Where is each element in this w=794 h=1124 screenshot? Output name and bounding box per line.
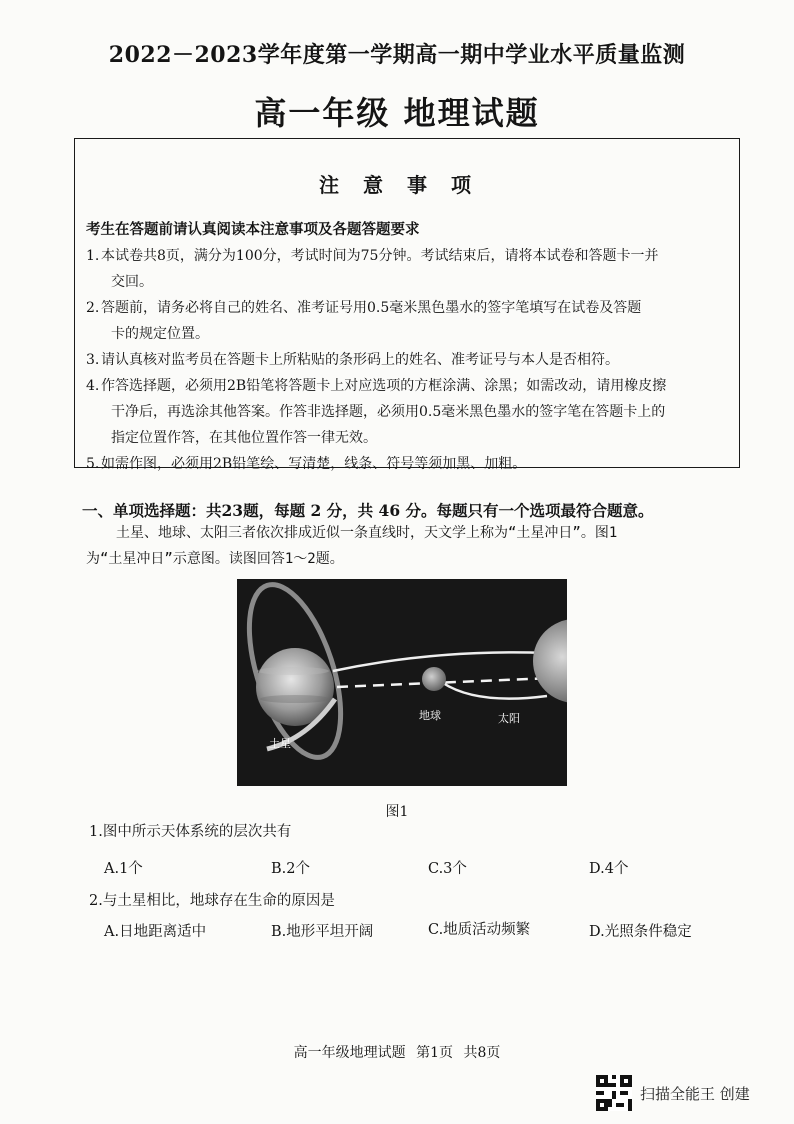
question-1-option-d: D.4个 <box>589 861 629 877</box>
question-stem-line: 土星、地球、太阳三者依次排成近似一条直线时，天文学上称为“土星冲日”。图1 <box>116 525 618 541</box>
notice-items <box>86 243 732 477</box>
notice-item-text: 作答选择题，必须用2B铅笔将答题卡上对应选项的方框涂满、涂黑；如需改动，请用橡皮擦 <box>101 378 667 394</box>
section-heading: 一、单项选择题：共23题，每题 2 分，共 46 分。每题只有一个选项最符合题意。 <box>82 501 654 520</box>
notice-item <box>86 373 732 451</box>
question-1-option-c: C.3个 <box>428 861 467 877</box>
saturn-opposition-diagram <box>237 579 567 786</box>
notice-item-text: 干净后，再选涂其他答案。作答非选择题，必须用0.5毫米黑色墨水的签字笔在答题卡上的 <box>111 404 666 420</box>
saturn-opposition-figure <box>237 579 567 786</box>
question-2-stem: 2.与土星相比，地球存在生命的原因是 <box>89 893 335 909</box>
notice-item <box>86 451 732 477</box>
scanner-watermark <box>596 1075 750 1111</box>
exam-title: 高一年级 地理试题 <box>254 94 540 132</box>
question-2-option-c: C.地质活动频繁 <box>428 922 531 938</box>
notice-item-text: 如需作图，必须用2B铅笔绘、写清楚，线条、符号等须加黑、加粗。 <box>101 456 527 472</box>
qr-code-icon <box>596 1075 632 1111</box>
question-1-option-b: B.2个 <box>271 861 310 877</box>
notice-item <box>86 243 732 295</box>
notice-item-number: 5. <box>86 456 100 472</box>
question-2-option-a: A.日地距离适中 <box>104 924 207 940</box>
question-2-option-d: D.光照条件稳定 <box>589 924 692 940</box>
notice-item-text: 指定位置作答，在其他位置作答一律无效。 <box>111 430 377 446</box>
exam-subtitle: 2022－2023学年度第一学期高一期中学业水平质量监测 <box>108 42 686 68</box>
question-1-stem: 1.图中所示天体系统的层次共有 <box>89 824 292 840</box>
earth-planet <box>422 667 446 691</box>
notice-intro: 考生在答题前请认真阅读本注意事项及各题答题要求 <box>86 221 420 238</box>
notice-item-number: 3. <box>86 352 100 368</box>
watermark-text: 扫描全能王 创建 <box>640 1084 750 1103</box>
question-2-option-b: B.地形平坦开阔 <box>271 924 374 940</box>
notice-item-number: 4. <box>86 378 100 394</box>
notice-item-number: 1. <box>86 248 100 264</box>
notice-item-number: 2. <box>86 300 100 316</box>
sun-label: 太阳 <box>498 712 520 725</box>
notice-title: 注意事项 <box>319 173 495 197</box>
notice-item-text: 交回。 <box>111 274 153 290</box>
question-stem-line: 为“土星冲日”示意图。读图回答1～2题。 <box>86 551 344 567</box>
question-1-option-a: A.1个 <box>104 861 143 877</box>
figure-caption: 图1 <box>385 804 409 820</box>
notice-item-text: 请认真核对监考员在答题卡上所粘贴的条形码上的姓名、准考证号与本人是否相符。 <box>101 352 619 368</box>
notice-item <box>86 295 732 347</box>
notice-box <box>74 138 740 472</box>
notice-item-text: 本试卷共8页，满分为100分，考试时间为75分钟。考试结束后，请将本试卷和答题卡一并 <box>101 248 659 264</box>
saturn-label: 土星 <box>269 737 291 750</box>
notice-item <box>86 347 732 373</box>
notice-item-text: 卡的规定位置。 <box>111 326 209 342</box>
earth-label: 地球 <box>419 709 441 722</box>
page-footer: 高一年级地理试题 第1页 共8页 <box>293 1045 501 1061</box>
notice-item-text: 答题前，请务必将自己的姓名、准考证号用0.5毫米黑色墨水的签字笔填写在试卷及答题 <box>101 300 642 316</box>
